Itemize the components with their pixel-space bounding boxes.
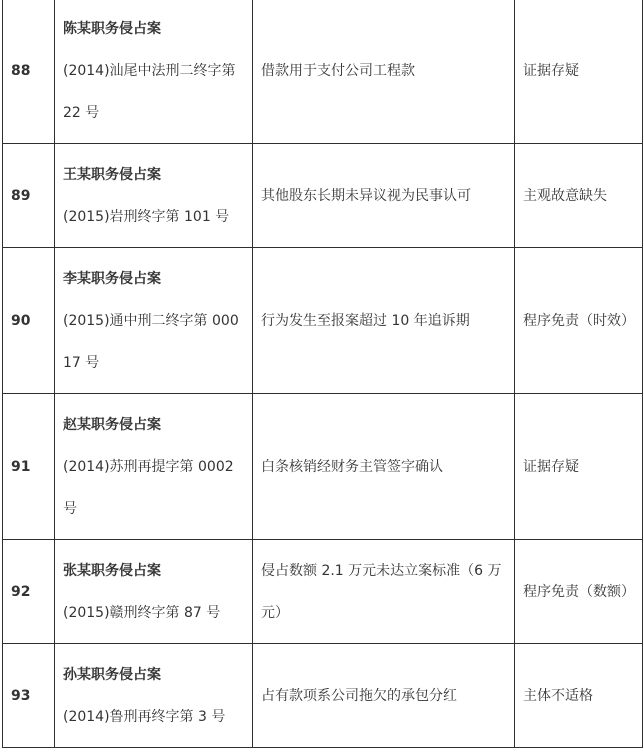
case-cell: [55, 644, 253, 748]
row-number: 91: [3, 394, 55, 540]
table-row: [3, 540, 643, 644]
reason-cell: 借款用于支付公司工程款: [253, 0, 515, 144]
case-cell: [55, 248, 253, 394]
case-title: 陈某职务侵占案: [63, 20, 161, 37]
reason-cell: 白条核销经财务主管签字确认: [253, 394, 515, 540]
row-number: 90: [3, 248, 55, 394]
case-reference: (2015)岩刑终字第 101 号: [63, 208, 230, 225]
row-number: 93: [3, 644, 55, 748]
case-reference: (2014)苏刑再提字第 0002 号: [63, 458, 234, 517]
table-row: [3, 394, 643, 540]
reason-cell: 行为发生至报案超过 10 年追诉期: [253, 248, 515, 394]
case-title: 李某职务侵占案: [63, 270, 161, 287]
basis-cell: 程序免责（数额）: [515, 540, 643, 644]
case-title: 赵某职务侵占案: [63, 416, 161, 433]
case-table: [2, 0, 643, 748]
row-number: 88: [3, 0, 55, 144]
reason-cell: 其他股东长期未异议视为民事认可: [253, 144, 515, 248]
basis-cell: 程序免责（时效）: [515, 248, 643, 394]
reason-cell: 侵占数额 2.1 万元未达立案标准（6 万元）: [253, 540, 515, 644]
case-reference: (2015)通中刑二终字第 00017 号: [63, 312, 239, 371]
basis-cell: 主观故意缺失: [515, 144, 643, 248]
table-row: [3, 0, 643, 144]
case-title: 王某职务侵占案: [63, 166, 161, 183]
case-title: 孙某职务侵占案: [63, 666, 161, 683]
basis-cell: 证据存疑: [515, 0, 643, 144]
table-row: [3, 248, 643, 394]
table-row: [3, 644, 643, 748]
case-reference: (2014)鲁刑再终字第 3 号: [63, 708, 226, 725]
basis-cell: 主体不适格: [515, 644, 643, 748]
row-number: 89: [3, 144, 55, 248]
case-reference: (2015)赣刑终字第 87 号: [63, 604, 221, 621]
case-cell: [55, 394, 253, 540]
table-row: [3, 144, 643, 248]
case-reference: (2014)汕尾中法刑二终字第 22 号: [63, 62, 236, 121]
basis-cell: 证据存疑: [515, 394, 643, 540]
case-title: 张某职务侵占案: [63, 562, 161, 579]
case-cell: [55, 0, 253, 144]
reason-cell: 占有款项系公司拖欠的承包分红: [253, 644, 515, 748]
case-cell: [55, 540, 253, 644]
row-number: 92: [3, 540, 55, 644]
case-cell: [55, 144, 253, 248]
